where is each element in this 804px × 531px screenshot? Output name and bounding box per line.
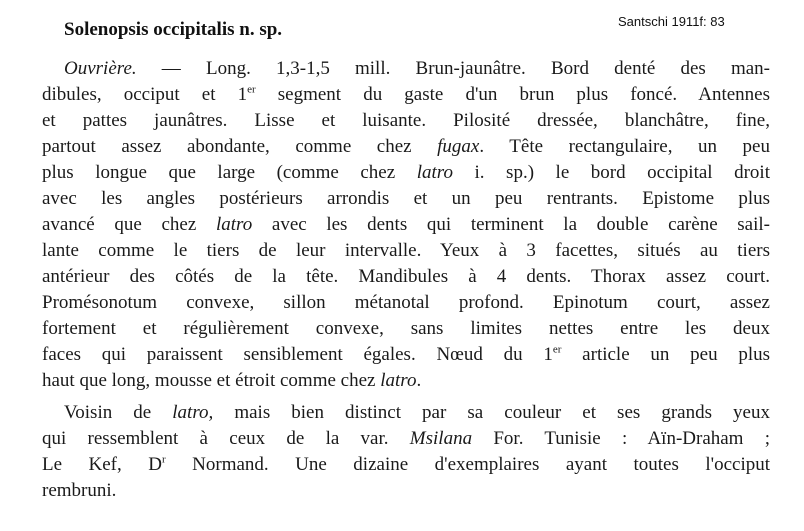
species-title (64, 19, 282, 41)
text-line (64, 401, 770, 425)
superscript: er (552, 343, 562, 356)
text-line (42, 427, 770, 451)
text-line (42, 83, 770, 107)
species-ref: latro (416, 162, 453, 183)
species-status: n. sp. (239, 19, 283, 40)
caste-label: Ouvrière. (64, 58, 137, 79)
text-line (42, 453, 770, 477)
text-run: Normand. Une dizaine d'exemplaires ayant toutes l'occiput (165, 454, 770, 475)
text-line (42, 369, 770, 393)
text-run: faces qui paraissent sensiblement égales. Nœud du 1 (42, 344, 553, 365)
superscript: r (161, 453, 166, 466)
text-run: avec les dents qui terminent la double carène sail- (252, 214, 771, 235)
text-line (42, 135, 770, 159)
text-run: haut que long, mousse et étroit comme chez (42, 370, 381, 391)
citation-label: Santschi 1911f: 83 (618, 14, 725, 29)
text-line (42, 161, 770, 185)
text-run: dibules, occiput et 1 (42, 84, 248, 105)
text-run: — Long. 1,3-1,5 mill. Brun-jaunâtre. Bord denté des man- (136, 58, 770, 79)
text-line (42, 213, 770, 237)
species-ref: latro (380, 370, 417, 391)
text-run: Le Kef, D (42, 454, 162, 475)
text-line: antérieur des côtés de la tête. Mandibules à 4 dents. Thorax assez court. (42, 266, 770, 287)
text-run: mais bien distinct par sa couleur et ses grands yeux (213, 402, 770, 423)
text-run: partout assez abondante, comme chez (42, 136, 438, 157)
species-ref: latro, (172, 402, 214, 423)
text-line: fortement et régulièrement convexe, sans limites nettes entre les deux (42, 318, 770, 339)
species-ref: latro (215, 214, 253, 235)
text-run: i. sp.) le bord occipital droit (452, 162, 770, 183)
superscript: er (247, 83, 256, 96)
species-ref: fugax (437, 136, 480, 157)
text-run: plus longue que large (comme chez (42, 162, 417, 183)
text-run: Voisin de (64, 402, 173, 423)
text-line (42, 343, 770, 367)
text-run: article un peu plus (561, 344, 771, 365)
text-run: avancé que chez (42, 214, 216, 235)
text-run: segment du gaste d'un brun plus foncé. Antennes (255, 84, 770, 105)
variety-ref: Msilana (409, 428, 473, 449)
text-line: et pattes jaunâtres. Lisse et luisante. Pilosité dressée, blanchâtre, fine, (42, 110, 770, 131)
text-line: Promésonotum convexe, sillon métanotal profond. Epinotum court, assez (42, 292, 770, 313)
text-run: . (416, 370, 422, 391)
text-line: rembruni. (42, 480, 117, 501)
text-line: lante comme le tiers de leur intervalle. Yeux à 3 facettes, situés au tiers (42, 240, 770, 261)
text-run: For. Tunisie : Aïn-Draham ; (472, 428, 771, 449)
text-line: avec les angles postérieurs arrondis et un peu rentrants. Epistome plus (42, 188, 770, 209)
text-run: . Tête rectangulaire, un peu (479, 136, 770, 157)
text-line (64, 57, 770, 81)
species-name: Solenopsis occipitalis (64, 19, 235, 40)
text-run: qui ressemblent à ceux de la var. (42, 428, 410, 449)
